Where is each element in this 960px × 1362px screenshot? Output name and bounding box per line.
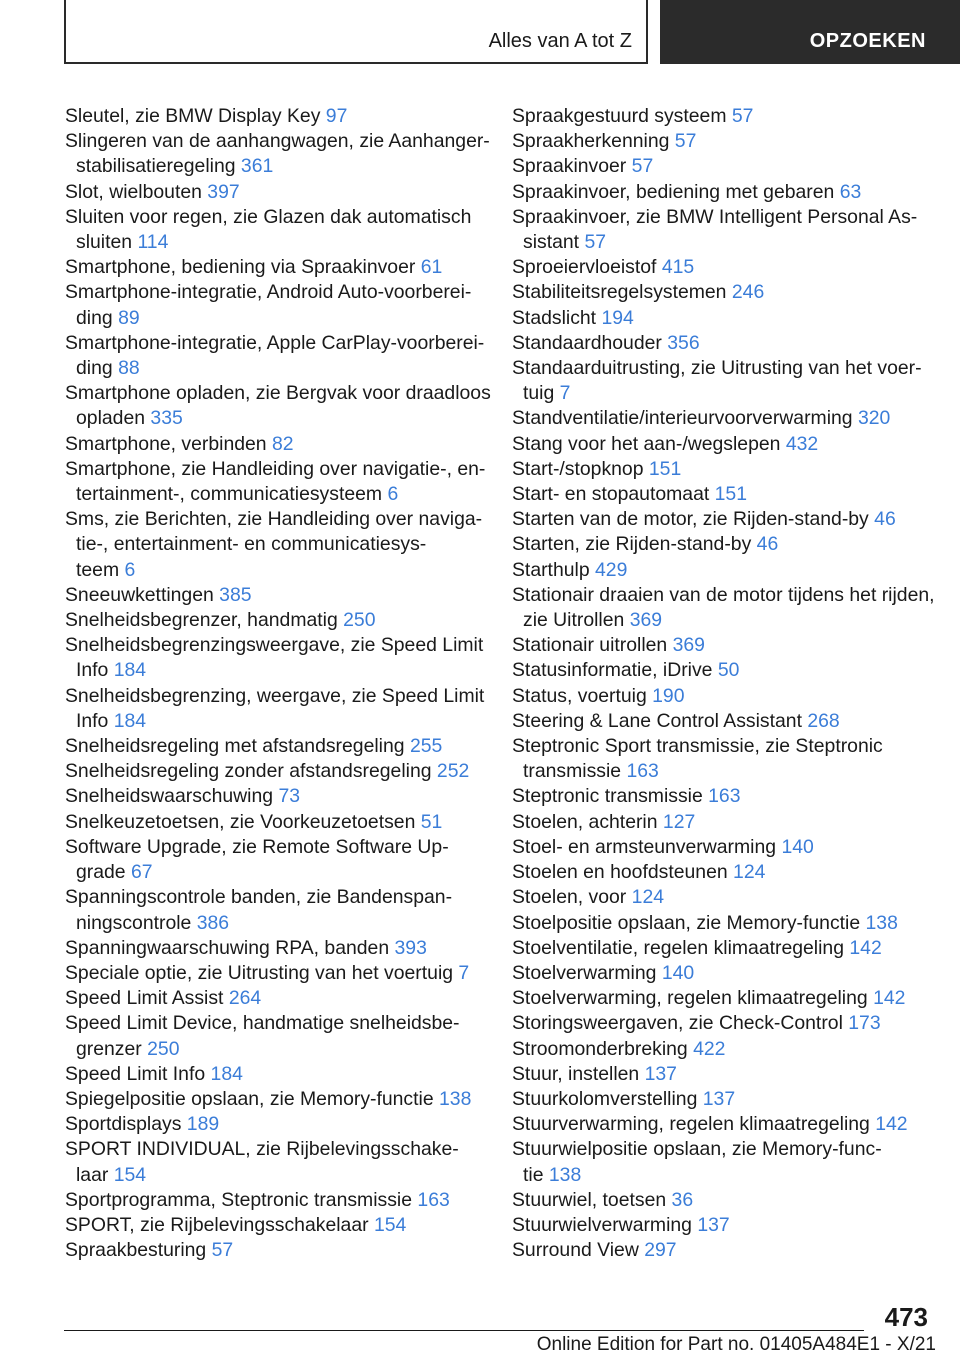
index-page-link[interactable]: 369	[672, 634, 705, 657]
index-page-link[interactable]: 385	[219, 583, 252, 606]
index-page-link[interactable]: 142	[873, 987, 906, 1010]
index-page-link[interactable]: 138	[865, 911, 898, 934]
index-entry-text: Steering & Lane Control Assistant	[512, 709, 802, 732]
index-entry-text: Stuurkolomverstelling	[512, 1087, 698, 1110]
index-entry	[512, 1188, 932, 1213]
index-page-link[interactable]: 386	[196, 911, 230, 934]
index-entry-text: Spraakinvoer	[512, 155, 627, 178]
index-page-link[interactable]: 163	[708, 785, 741, 808]
index-entry	[512, 860, 932, 885]
index-page-link[interactable]: 57	[674, 130, 697, 153]
index-entry	[512, 558, 932, 583]
index-entry	[512, 961, 932, 986]
index-entry	[65, 129, 490, 179]
index-entry-text: transmissie	[523, 760, 622, 783]
index-entry	[512, 784, 932, 809]
index-entry-text: Stoelen, voor	[512, 886, 627, 909]
index-entry-text: Standventilatie/interieurvoorverwarming	[512, 407, 853, 430]
page-number: 473	[884, 1302, 928, 1332]
index-entry-text: Stationair draaien van de motor tijdens het rijden,	[512, 583, 935, 606]
index-entry-text: Stang voor het aan-/wegslepen	[512, 432, 781, 455]
index-page-link[interactable]: 173	[848, 1012, 881, 1035]
index-entry-text: Sproeiervloeistof	[512, 256, 657, 279]
index-entry-text: Snelheidsbegrenzing, weergave, zie Speed Limit	[65, 684, 485, 707]
index-page-link[interactable]: 151	[714, 483, 747, 506]
index-entry	[65, 734, 485, 759]
index-entry-text: Storingsweergaven, zie Check-Control	[512, 1012, 843, 1035]
index-entry-text: Snelheidsbegrenzingsweergave, zie Speed Limit	[65, 634, 484, 657]
index-entry-text: teem	[76, 558, 120, 581]
index-entry-text: Stoelverwarming	[512, 961, 657, 984]
index-page-link[interactable]: 393	[394, 936, 427, 959]
index-entry-text: tertainment-, communicatiesysteem	[76, 483, 383, 506]
index-entry-text: Stoelverwarming, regelen klimaatregeling	[512, 987, 868, 1010]
index-entry-text: Snelheidsregeling zonder afstandsregeling	[65, 760, 432, 783]
index-page-link[interactable]: 142	[875, 1113, 908, 1136]
index-page-link[interactable]: 137	[702, 1087, 736, 1110]
index-column-right	[512, 104, 935, 1263]
index-page-link[interactable]: 124	[631, 886, 665, 909]
index-page-link[interactable]: 250	[343, 609, 376, 632]
index-entry-text: Spanningwaarschuwing RPA, banden	[65, 936, 390, 959]
index-entry-text: Stuurverwarming, regelen klimaatregeling	[512, 1113, 870, 1136]
index-entry-text: Smartphone, zie Handleiding over navigatie-, en-	[65, 457, 486, 480]
index-entry	[65, 1137, 485, 1187]
index-entry-text: Sportprogramma, Steptronic transmissie	[65, 1188, 413, 1211]
index-entry	[65, 936, 485, 961]
index-entry	[512, 810, 932, 835]
index-entry	[65, 885, 485, 935]
index-page-link[interactable]: 189	[186, 1113, 220, 1136]
index-entry-text: Sleutel, zie BMW Display Key	[65, 105, 321, 127]
index-entry-text: Starten, zie Rijden-stand-by	[512, 533, 752, 556]
index-entry	[65, 432, 485, 457]
footer-divider	[64, 1330, 864, 1331]
index-entry-text: Starten van de motor, zie Rijden-stand-by	[512, 508, 869, 531]
index-entry	[65, 1188, 485, 1213]
index-entry-text: Spanningscontrole banden, zie Bandenspan-	[65, 886, 453, 909]
index-entry-text: Surround View	[512, 1239, 639, 1262]
index-entry-text: Sms, zie Berichten, zie Handleiding over naviga-	[65, 508, 483, 531]
index-page-link[interactable]: 268	[807, 709, 840, 732]
index-entry-text: SPORT, zie Rijbelevingsschakelaar	[65, 1213, 369, 1236]
index-entry	[512, 1112, 932, 1137]
index-page-link[interactable]: 51	[420, 810, 443, 833]
index-entry-text: Smartphone, bediening via Spraakinvoer	[65, 256, 416, 279]
index-entry	[512, 1087, 932, 1112]
index-page-link[interactable]: 57	[211, 1239, 234, 1262]
index-page-link[interactable]: 6	[124, 558, 136, 581]
index-page-link[interactable]: 194	[601, 306, 634, 329]
index-entry-text: Steptronic transmissie	[512, 785, 703, 808]
index-entry	[65, 457, 485, 507]
index-entry	[512, 684, 932, 709]
index-entry-text: Stationair uitrollen	[512, 634, 668, 657]
index-entry	[65, 1011, 485, 1061]
index-page-link[interactable]: 142	[849, 936, 882, 959]
index-entry-text: Status, voertuig	[512, 684, 647, 707]
index-page-link[interactable]: 297	[644, 1239, 677, 1262]
index-entry	[512, 885, 932, 910]
index-page-link[interactable]: 154	[113, 1163, 147, 1186]
index-page-link[interactable]: 422	[693, 1037, 726, 1060]
index-page-link[interactable]: 7	[559, 382, 571, 405]
index-entry	[65, 961, 485, 986]
index-entry-text: Sportdisplays	[65, 1113, 182, 1136]
index-entry-text: Sluiten voor regen, zie Glazen dak automatisch	[65, 205, 472, 228]
index-page-link[interactable]: 46	[874, 508, 896, 531]
index-page-link[interactable]: 320	[857, 407, 891, 430]
index-page-link[interactable]: 184	[210, 1062, 243, 1085]
index-entry	[65, 583, 485, 608]
index-entry-text: stabilisatieregeling	[76, 155, 236, 178]
index-entry	[512, 709, 932, 734]
header-section-box	[64, 0, 648, 64]
index-entry-text: Stoelen en hoofdsteunen	[512, 861, 728, 884]
index-entry-text: Sneeuwkettingen	[65, 583, 214, 606]
index-entry-text: Stadslicht	[512, 306, 597, 329]
index-page-link[interactable]: 184	[113, 709, 147, 732]
index-entry-text: Speed Limit Device, handmatige snelheidsbe-	[65, 1012, 460, 1035]
index-entry-text: opladen	[76, 407, 146, 430]
index-entry	[65, 810, 485, 835]
index-entry	[65, 280, 485, 330]
index-page-link[interactable]: 154	[373, 1213, 407, 1236]
index-entry-text: grenzer	[76, 1037, 142, 1060]
index-entry	[512, 432, 932, 457]
index-entry	[65, 1238, 485, 1263]
index-page-link[interactable]: 73	[278, 785, 301, 808]
index-page-link[interactable]: 140	[661, 961, 695, 984]
index-entry	[512, 356, 932, 406]
index-entry	[65, 835, 485, 885]
index-entry	[512, 1062, 932, 1087]
index-entry-text: Stuurwiel, toetsen	[512, 1188, 667, 1211]
index-page-link[interactable]: 137	[697, 1213, 730, 1236]
index-entry-text: Smartphone, verbinden	[65, 432, 267, 455]
index-entry	[65, 1112, 485, 1137]
index-entry-text: Stoelen, achterin	[512, 810, 658, 833]
index-entry	[512, 583, 935, 633]
index-entry	[65, 507, 485, 583]
index-entry-text: sistant	[523, 231, 580, 254]
index-page-link[interactable]: 61	[420, 256, 443, 279]
index-entry-text: Stuur, instellen	[512, 1062, 640, 1085]
index-entry-text: grade	[76, 861, 126, 884]
index-page-link[interactable]: 246	[731, 281, 765, 304]
header-tab-label: OPZOEKEN	[809, 30, 926, 52]
index-entry	[65, 1062, 485, 1087]
index-page-link[interactable]: 50	[717, 659, 740, 682]
index-page-link[interactable]: 369	[629, 609, 663, 632]
footer-edition-text: Online Edition for Part no. 01405A484E1 - X/21	[536, 1334, 936, 1355]
index-page-link[interactable]: 429	[595, 558, 628, 581]
index-entry-text: Starthulp	[512, 558, 590, 581]
index-page-link[interactable]: 255	[409, 735, 443, 758]
index-entry	[65, 608, 485, 633]
index-page-link[interactable]: 88	[118, 357, 140, 380]
index-entry-text: Smartphone-integratie, Apple CarPlay-voorberei-	[65, 331, 485, 354]
index-entry-text: tuig	[523, 382, 555, 405]
index-entry-text: Snelheidsbegrenzer, handmatig	[65, 609, 338, 632]
index-entry	[512, 406, 932, 431]
index-entry-text: Smartphone-integratie, Android Auto-voorberei-	[65, 281, 472, 304]
index-entry	[512, 734, 932, 784]
index-entry	[65, 381, 491, 431]
index-entry-text: SPORT INDIVIDUAL, zie Rijbelevingsschake-	[65, 1138, 459, 1161]
index-page-link[interactable]: 138	[548, 1163, 582, 1186]
index-entry-text: Stroomonderbreking	[512, 1037, 688, 1060]
index-entry	[512, 633, 932, 658]
index-page-link[interactable]: 184	[113, 659, 147, 682]
index-entry	[65, 759, 485, 784]
index-page-link[interactable]: 415	[661, 256, 695, 279]
index-page-link[interactable]: 361	[240, 155, 274, 178]
index-entry-text: Snelheidsregeling met afstandsregeling	[65, 735, 405, 758]
index-page-link[interactable]: 264	[228, 987, 262, 1010]
index-entry-text: Spraakinvoer, zie BMW Intelligent Personal As-	[512, 205, 918, 228]
index-entry	[512, 507, 932, 532]
index-entry-text: Stoelventilatie, regelen klimaatregeling	[512, 936, 844, 959]
index-page-link[interactable]: 89	[118, 306, 140, 329]
index-entry	[65, 205, 485, 255]
index-entry-text: ding	[76, 357, 113, 380]
index-entry	[512, 154, 932, 179]
header-section-title: Alles van A tot Z	[488, 30, 632, 52]
index-entry-text: zie Uitrollen	[523, 609, 625, 632]
index-entry	[512, 1037, 932, 1062]
index-entry-text: Standaarduitrusting, zie Uitrusting van het voer-	[512, 357, 922, 380]
index-page-link[interactable]: 397	[207, 180, 240, 203]
index-entry-text: Speciale optie, zie Uitrusting van het voertuig	[65, 961, 454, 984]
index-page-link[interactable]: 82	[271, 432, 294, 455]
index-page-link[interactable]: 432	[785, 432, 819, 455]
index-entry-text: Slot, wielbouten	[65, 180, 202, 203]
index-page-link[interactable]: 57	[731, 105, 754, 127]
index-entry	[65, 986, 485, 1011]
index-page-link[interactable]: 335	[150, 407, 183, 430]
index-entry-text: Software Upgrade, zie Remote Software Up-	[65, 835, 449, 858]
index-page-link[interactable]: 190	[652, 684, 685, 707]
index-entry-text: Stoel- en armsteunverwarming	[512, 835, 777, 858]
index-entry	[512, 280, 932, 305]
index-page-link[interactable]: 57	[584, 231, 607, 254]
index-entry	[512, 936, 932, 961]
index-entry-text: Snelheidswaarschuwing	[65, 785, 274, 808]
index-entry-text: Spiegelpositie opslaan, zie Memory-functie	[65, 1087, 434, 1110]
index-entry	[512, 331, 932, 356]
index-entry	[512, 457, 932, 482]
index-page-link[interactable]: 356	[667, 331, 700, 354]
index-entry	[65, 684, 485, 734]
index-entry	[512, 180, 932, 205]
header-tab-opzoeken[interactable]	[660, 0, 960, 64]
index-entry	[512, 1213, 932, 1238]
index-entry-text: Stuurwielpositie opslaan, zie Memory-func-	[512, 1138, 882, 1161]
index-entry-text: Steptronic Sport transmissie, zie Steptronic	[512, 735, 883, 758]
index-entry-text: Start-/stopknop	[512, 457, 644, 480]
index-page-link[interactable]: 57	[631, 155, 654, 178]
index-entry	[512, 986, 932, 1011]
index-entry	[512, 104, 932, 129]
index-entry	[512, 306, 932, 331]
index-page-link[interactable]: 163	[626, 760, 659, 783]
index-entry-text: Stoelpositie opslaan, zie Memory-functie	[512, 911, 861, 934]
index-entry-text: Snelkeuzetoetsen, zie Voorkeuzetoetsen	[65, 810, 416, 833]
index-entry	[65, 633, 485, 683]
index-page-link[interactable]: 140	[781, 835, 814, 858]
index-entry-text: Spraakherkenning	[512, 130, 670, 153]
index-entry-text: Statusinformatie, iDrive	[512, 659, 713, 682]
index-page-link[interactable]: 252	[436, 760, 470, 783]
index-entry-text: Spraakbesturing	[65, 1239, 207, 1262]
index-entry	[512, 835, 932, 860]
index-entry	[65, 331, 485, 381]
index-entry	[512, 658, 932, 683]
index-page-link[interactable]: 63	[839, 180, 862, 203]
index-entry	[512, 255, 932, 280]
index-page-link[interactable]: 97	[325, 105, 348, 127]
index-entry-text: Start- en stopautomaat	[512, 483, 710, 506]
index-entry	[512, 1137, 932, 1187]
index-page-link[interactable]: 7	[458, 961, 470, 984]
index-entry	[512, 205, 932, 255]
index-entry	[512, 482, 932, 507]
index-entry-text: Spraakgestuurd systeem	[512, 105, 727, 127]
index-entry-text: Info	[76, 659, 109, 682]
index-entry-text: Spraakinvoer, bediening met gebaren	[512, 180, 835, 203]
index-entry-text: Smartphone opladen, zie Bergvak voor draadloos	[65, 382, 491, 405]
index-page-link[interactable]: 114	[137, 231, 169, 254]
index-column-left	[65, 104, 491, 1263]
index-entry-text: Speed Limit Assist	[65, 987, 224, 1010]
index-entry-text: Stuurwielverwarming	[512, 1213, 692, 1236]
index-entry	[65, 180, 485, 205]
index-page-link[interactable]: 250	[147, 1037, 180, 1060]
index-entry	[512, 911, 932, 936]
index-page-link[interactable]: 127	[662, 810, 696, 833]
index-entry-text: Standaardhouder	[512, 331, 662, 354]
index-page-link[interactable]: 67	[131, 861, 153, 884]
index-entry	[512, 129, 932, 154]
index-entry-text: tie	[523, 1163, 544, 1186]
index-entry-text: Stabiliteitsregelsystemen	[512, 281, 727, 304]
index-entry	[65, 1213, 485, 1238]
index-page-link[interactable]: 36	[671, 1188, 694, 1211]
index-entry	[65, 104, 485, 129]
index-entry-text: Info	[76, 709, 109, 732]
index-page-link[interactable]: 138	[439, 1087, 472, 1110]
index-page-link[interactable]: 151	[648, 457, 682, 480]
index-entry	[512, 1238, 932, 1263]
index-page-link[interactable]: 137	[644, 1062, 677, 1085]
index-entry-text: sluiten	[76, 231, 133, 254]
index-entry	[512, 1011, 932, 1036]
index-page-link[interactable]: 124	[733, 861, 766, 884]
index-entry	[512, 532, 932, 557]
index-entry	[65, 784, 485, 809]
index-entry-text: Speed Limit Info	[65, 1062, 206, 1085]
index-entry	[65, 255, 485, 280]
index-entry-text: tie-, entertainment- en communicatiesys-	[76, 533, 427, 556]
index-entry-text: Slingeren van de aanhangwagen, zie Aanhanger-	[65, 130, 490, 153]
index-entry-text: ding	[76, 306, 113, 329]
index-entry-text: ningscontrole	[76, 911, 192, 934]
index-entry-text: laar	[76, 1163, 109, 1186]
index-page-link[interactable]: 6	[387, 483, 399, 506]
index-page-link[interactable]: 46	[756, 533, 779, 556]
index-page-link[interactable]: 163	[417, 1188, 450, 1211]
index-entry	[65, 1087, 485, 1112]
